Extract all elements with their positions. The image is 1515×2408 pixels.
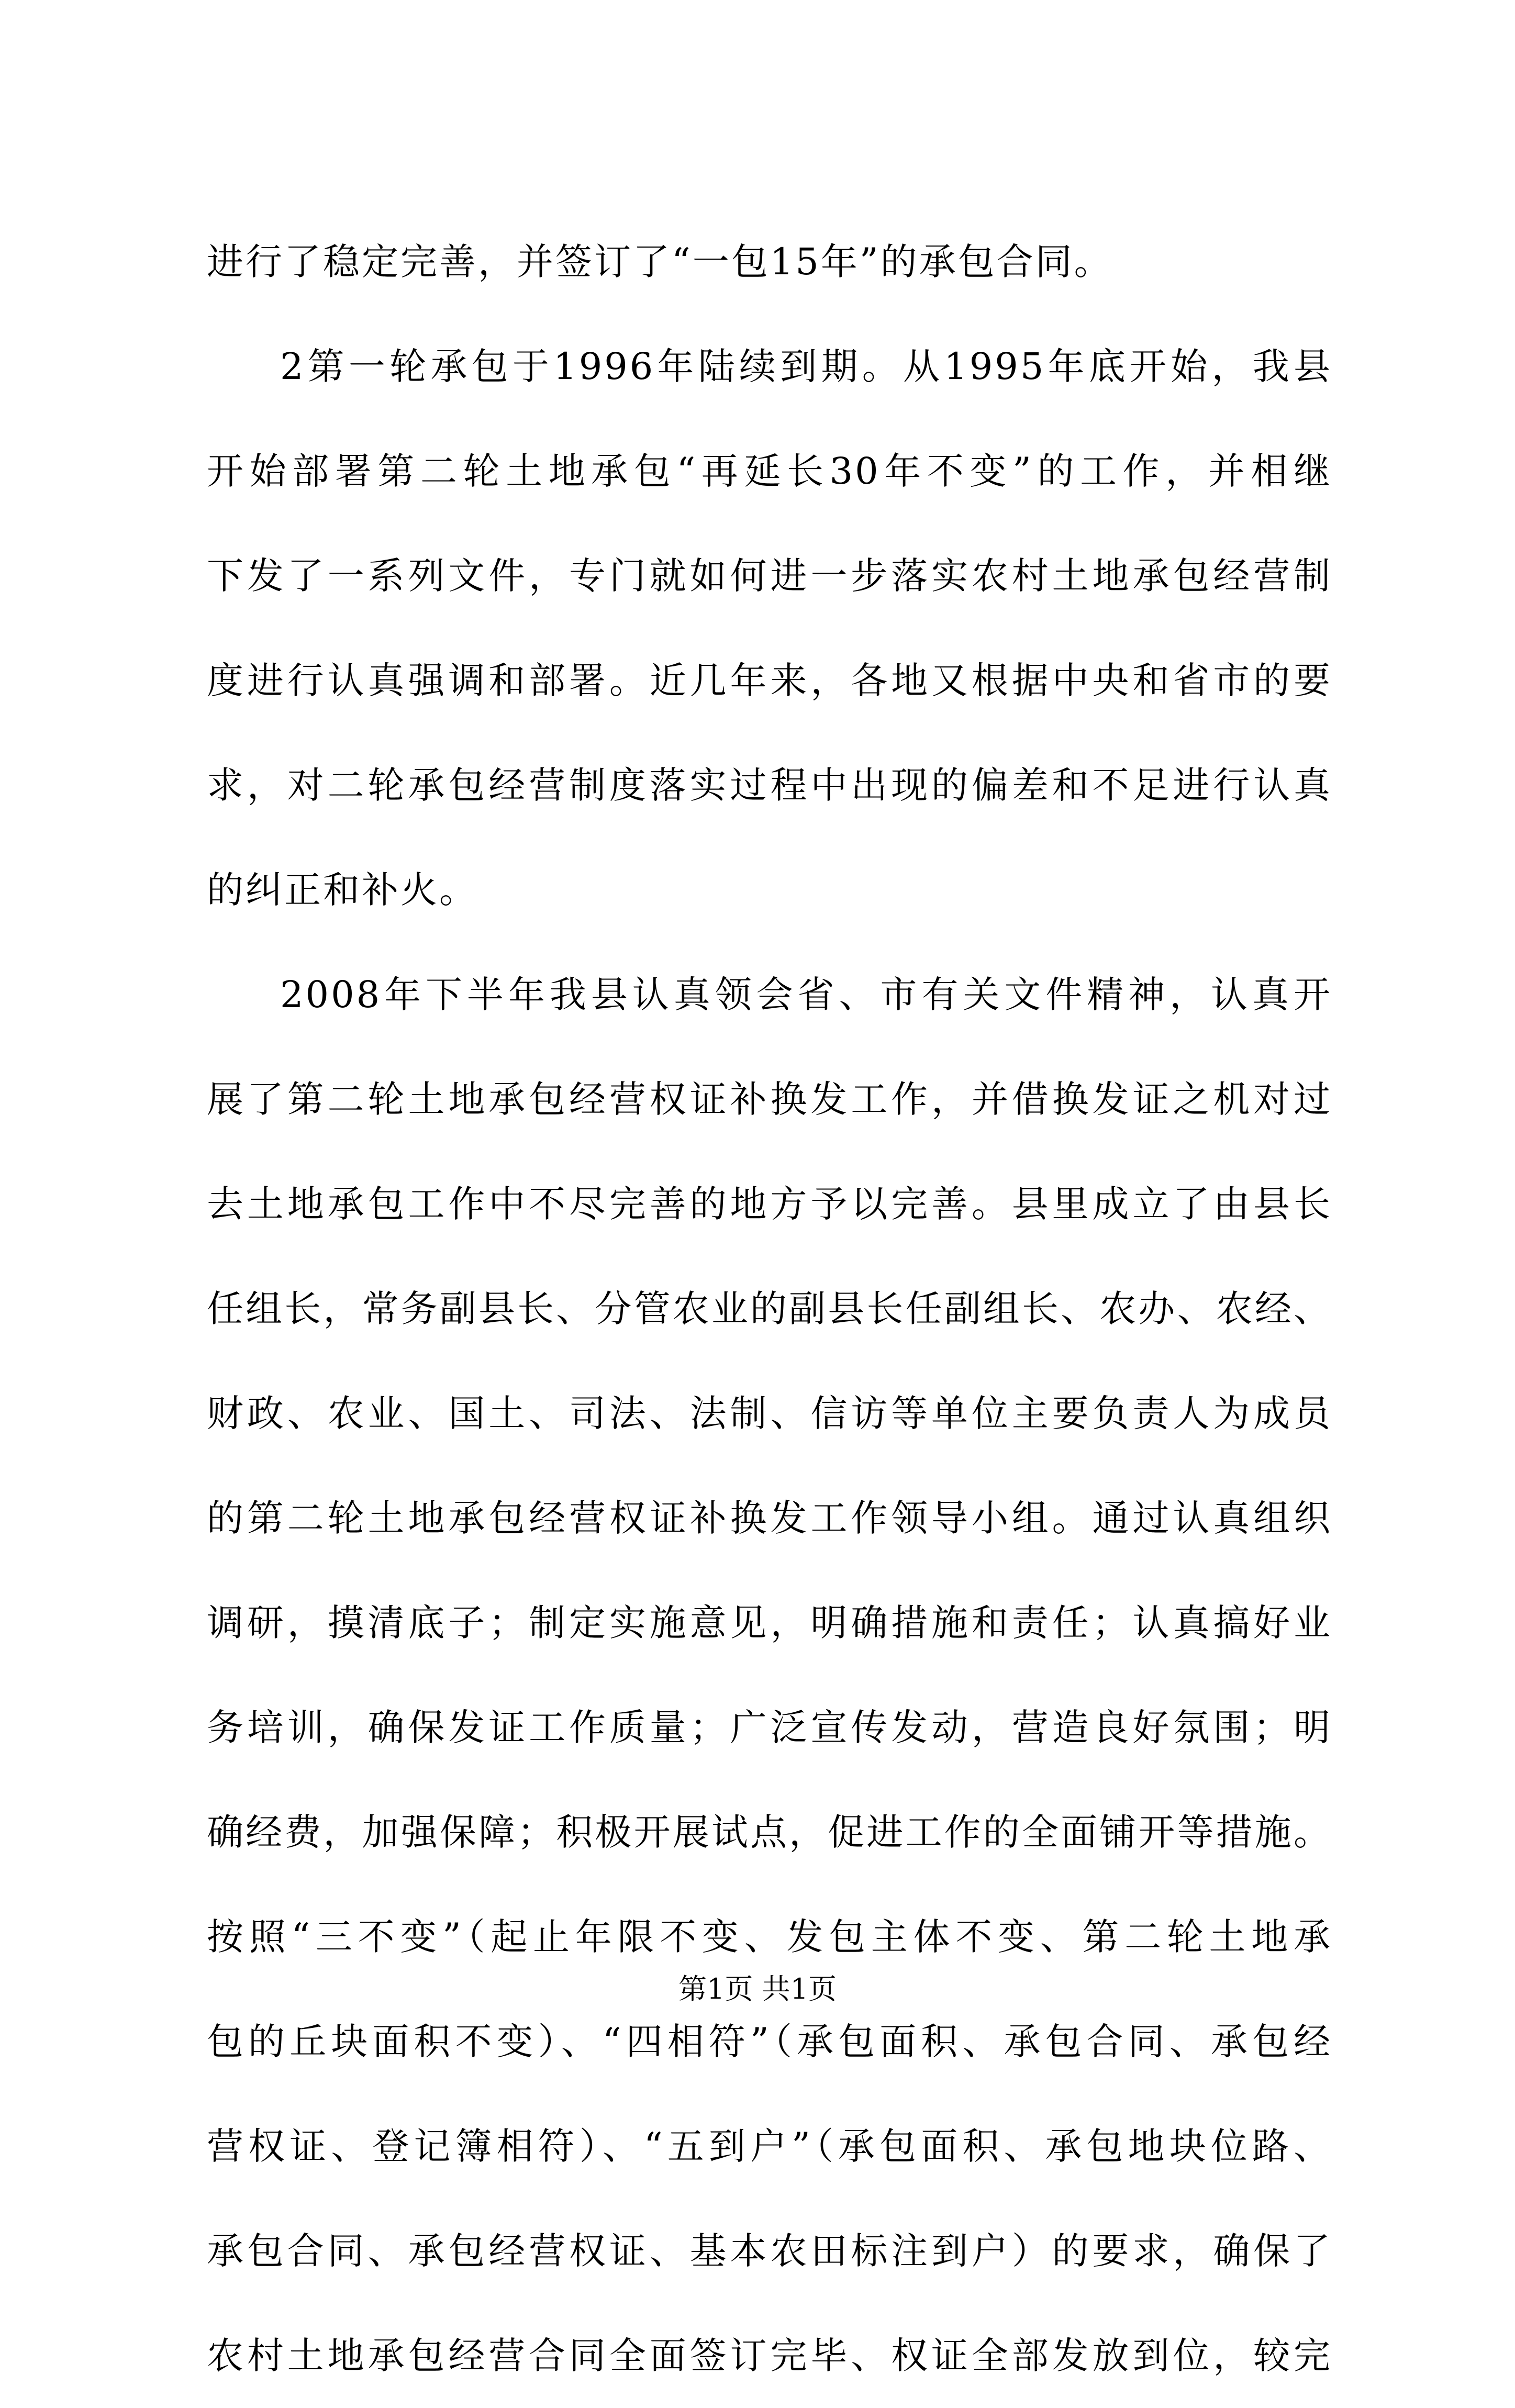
text-line: 开始部署第二轮土地承包“再延长30年不变”的工作，并相继 — [207, 450, 1332, 493]
text-line: 展了第二轮土地承包经营权证补换发工作，并借换发证之机对过 — [207, 1078, 1332, 1121]
text-line: 任组长，常务副县长、分管农业的副县长任副组长、农办、农经、 — [207, 1287, 1332, 1330]
text-line: 的第二轮土地承包经营权证补换发工作领导小组。通过认真组织 — [207, 1497, 1332, 1540]
text-line: 的纠正和补火。 — [207, 868, 478, 911]
page-number-footer: 第1页 共1页 — [678, 1972, 837, 2005]
text-line: 2第一轮承包于1996年陆续到期。从1995年底开始，我县 — [280, 345, 1332, 388]
text-line: 去土地承包工作中不尽完善的地方予以完善。县里成立了由县长 — [207, 1183, 1332, 1225]
text-line: 财政、农业、国土、司法、法制、信访等单位主要负责人为成员 — [207, 1392, 1332, 1435]
text-line: 包的丘块面积不变）、“四相符”（承包面积、承包合同、承包经 — [207, 2020, 1332, 2063]
text-line: 2008年下半年我县认真领会省、市有关文件精神，认真开 — [280, 973, 1332, 1016]
text-line: 下发了一系列文件，专门就如何进一步落实农村土地承包经营制 — [207, 554, 1332, 597]
text-line: 营权证、登记簿相符）、“五到户”（承包面积、承包地块位路、 — [207, 2125, 1332, 2168]
text-line: 求，对二轮承包经营制度落实过程中出现的偏差和不足进行认真 — [207, 764, 1332, 807]
text-line: 承包合同、承包经营权证、基本农田标注到户）的要求，确保了 — [207, 2229, 1332, 2272]
text-line: 确经费，加强保障；积极开展试点，促进工作的全面铺开等措施。 — [207, 1811, 1332, 1854]
text-line: 务培训，确保发证工作质量；广泛宣传发动，营造良好氛围；明 — [207, 1706, 1332, 1749]
text-line: 调研，摸清底子；制定实施意见，明确措施和责任；认真搞好业 — [207, 1601, 1332, 1644]
text-line: 农村土地承包经营合同全面签订完毕、权证全部发放到位，较完 — [207, 2334, 1332, 2377]
text-line: 进行了稳定完善，并签订了“一包15年”的承包合同。 — [207, 240, 1113, 283]
text-line: 度进行认真强调和部署。近几年来，各地又根据中央和省市的要 — [207, 659, 1332, 702]
text-line: 按照“三不变”（起止年限不变、发包主体不变、第二轮土地承 — [207, 1915, 1332, 1958]
document-body — [207, 209, 1332, 2408]
